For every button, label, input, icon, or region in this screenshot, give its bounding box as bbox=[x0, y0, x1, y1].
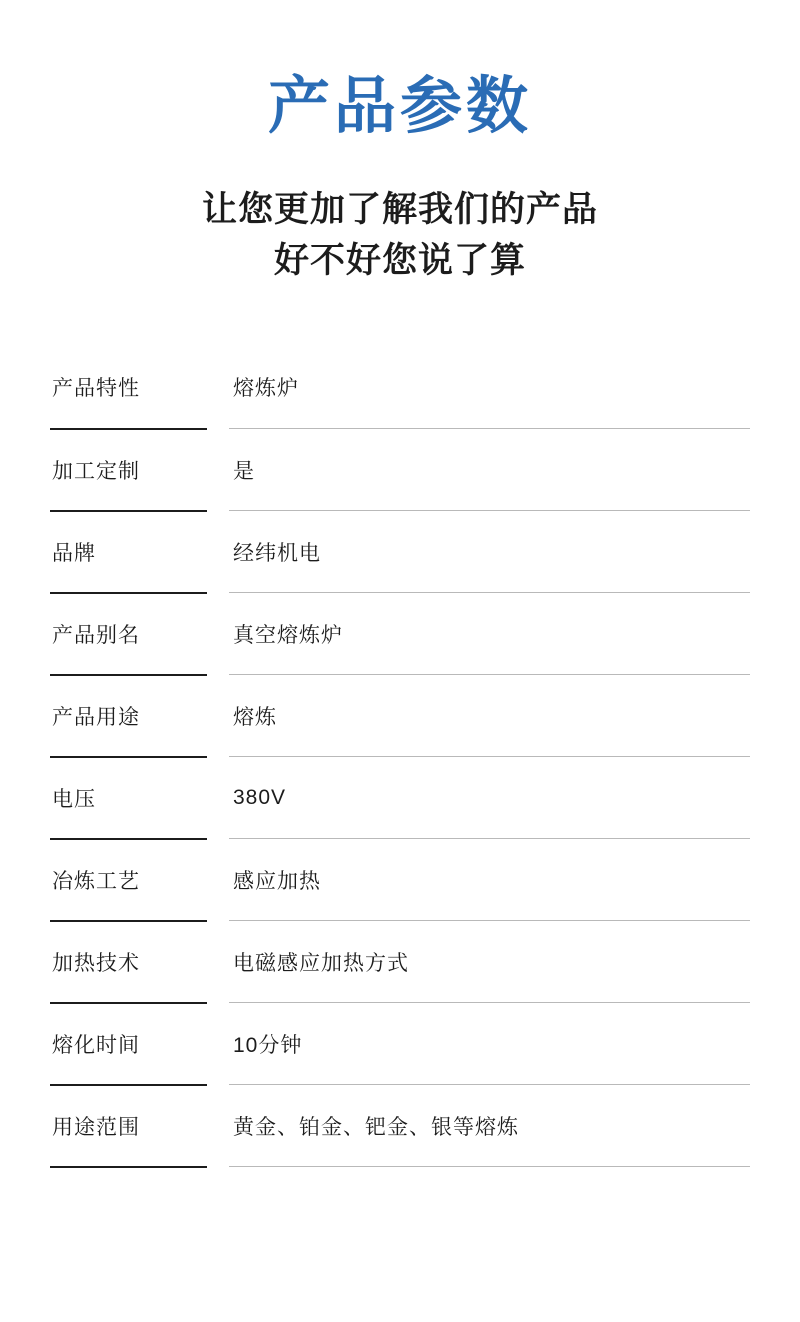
spec-label: 品牌 bbox=[50, 511, 207, 593]
spec-label: 产品别名 bbox=[50, 593, 207, 675]
spec-value: 经纬机电 bbox=[229, 511, 750, 593]
specification-table bbox=[50, 347, 750, 1168]
spec-value: 感应加热 bbox=[229, 839, 750, 921]
page-header bbox=[0, 0, 800, 287]
table-row bbox=[50, 429, 750, 511]
table-row bbox=[50, 347, 750, 429]
spec-value: 是 bbox=[229, 429, 750, 511]
table-row bbox=[50, 921, 750, 1003]
page-title: 产品参数 bbox=[267, 72, 532, 141]
spec-gap bbox=[207, 757, 229, 839]
spec-label: 产品用途 bbox=[50, 675, 207, 757]
spec-value: 熔炼炉 bbox=[229, 347, 750, 429]
spec-gap bbox=[207, 921, 229, 1003]
table-row bbox=[50, 839, 750, 921]
spec-label: 电压 bbox=[50, 757, 207, 839]
spec-label: 加工定制 bbox=[50, 429, 207, 511]
spec-gap bbox=[207, 429, 229, 511]
subtitle-line-1: 让您更加了解我们的产品 bbox=[201, 190, 598, 230]
spec-label: 加热技术 bbox=[50, 921, 207, 1003]
table-row bbox=[50, 511, 750, 593]
spec-label: 用途范围 bbox=[50, 1085, 207, 1167]
spec-label: 熔化时间 bbox=[50, 1003, 207, 1085]
spec-value: 电磁感应加热方式 bbox=[229, 921, 750, 1003]
spec-gap bbox=[207, 511, 229, 593]
table-row bbox=[50, 675, 750, 757]
spec-gap bbox=[207, 1003, 229, 1085]
spec-value: 380V bbox=[229, 757, 750, 839]
page-subtitle bbox=[0, 185, 800, 287]
spec-value: 熔炼 bbox=[229, 675, 750, 757]
spec-gap bbox=[207, 839, 229, 921]
spec-label: 冶炼工艺 bbox=[50, 839, 207, 921]
spec-gap bbox=[207, 593, 229, 675]
specification-table-body bbox=[50, 347, 750, 1167]
table-row bbox=[50, 1003, 750, 1085]
spec-gap bbox=[207, 1085, 229, 1167]
table-row bbox=[50, 757, 750, 839]
subtitle-line-2: 好不好您说了算 bbox=[273, 240, 526, 280]
spec-gap bbox=[207, 675, 229, 757]
table-row bbox=[50, 1085, 750, 1167]
spec-gap bbox=[207, 347, 229, 429]
spec-value: 真空熔炼炉 bbox=[229, 593, 750, 675]
table-row bbox=[50, 593, 750, 675]
spec-label: 产品特性 bbox=[50, 347, 207, 429]
spec-value: 10分钟 bbox=[229, 1003, 750, 1085]
spec-value: 黄金、铂金、钯金、银等熔炼 bbox=[229, 1085, 750, 1167]
